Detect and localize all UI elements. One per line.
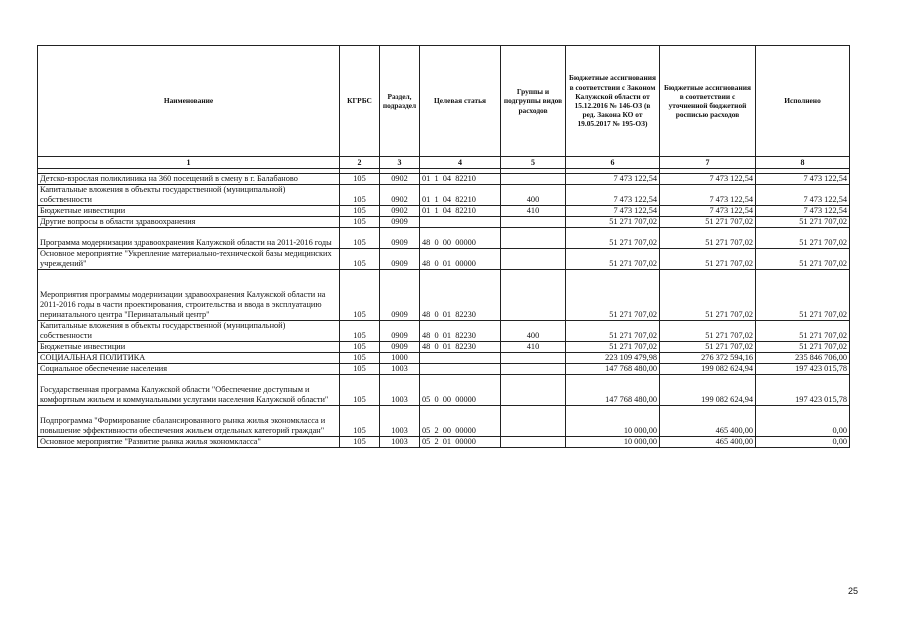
row-kgrbs: 105 bbox=[340, 270, 380, 321]
row-kgrbs: 105 bbox=[340, 228, 380, 249]
row-refined: 51 271 707,02 bbox=[660, 228, 756, 249]
column-number: 4 bbox=[420, 157, 501, 169]
table-row bbox=[38, 321, 850, 342]
table-row bbox=[38, 437, 850, 448]
row-target: 01 1 04 82210 bbox=[420, 174, 501, 185]
row-executed: 51 271 707,02 bbox=[756, 249, 850, 270]
column-number-row bbox=[38, 157, 850, 169]
row-assigned: 10 000,00 bbox=[566, 406, 660, 437]
row-assigned: 51 271 707,02 bbox=[566, 342, 660, 353]
row-section: 0909 bbox=[380, 228, 420, 249]
row-executed: 51 271 707,02 bbox=[756, 228, 850, 249]
row-name: СОЦИАЛЬНАЯ ПОЛИТИКА bbox=[38, 353, 340, 364]
row-kgrbs: 105 bbox=[340, 185, 380, 206]
row-name: Программа модернизации здравоохранения Калужской области на 2011-2016 годы bbox=[38, 228, 340, 249]
row-target bbox=[420, 353, 501, 364]
row-executed: 7 473 122,54 bbox=[756, 206, 850, 217]
row-section: 1000 bbox=[380, 353, 420, 364]
table-row bbox=[38, 249, 850, 270]
row-executed: 51 271 707,02 bbox=[756, 342, 850, 353]
row-assigned: 51 271 707,02 bbox=[566, 228, 660, 249]
row-executed: 51 271 707,02 bbox=[756, 321, 850, 342]
column-number: 7 bbox=[660, 157, 756, 169]
row-section: 0909 bbox=[380, 217, 420, 228]
row-group bbox=[501, 217, 566, 228]
row-target: 05 0 00 00000 bbox=[420, 375, 501, 406]
row-group bbox=[501, 437, 566, 448]
row-section: 0902 bbox=[380, 174, 420, 185]
row-section: 0909 bbox=[380, 342, 420, 353]
row-name: Основное мероприятие "Развитие рынка жилья экономкласса" bbox=[38, 437, 340, 448]
table-row bbox=[38, 174, 850, 185]
row-section: 1003 bbox=[380, 437, 420, 448]
header-section: Раздел, подраздел bbox=[380, 46, 420, 157]
row-section: 0902 bbox=[380, 185, 420, 206]
row-target: 48 0 01 82230 bbox=[420, 342, 501, 353]
row-kgrbs: 105 bbox=[340, 321, 380, 342]
row-refined: 51 271 707,02 bbox=[660, 342, 756, 353]
row-assigned: 223 109 479,98 bbox=[566, 353, 660, 364]
row-target: 48 0 01 00000 bbox=[420, 249, 501, 270]
row-refined: 51 271 707,02 bbox=[660, 270, 756, 321]
row-group bbox=[501, 375, 566, 406]
row-kgrbs: 105 bbox=[340, 375, 380, 406]
row-kgrbs: 105 bbox=[340, 249, 380, 270]
row-refined: 7 473 122,54 bbox=[660, 185, 756, 206]
column-number: 5 bbox=[501, 157, 566, 169]
row-assigned: 147 768 480,00 bbox=[566, 375, 660, 406]
row-executed: 197 423 015,78 bbox=[756, 364, 850, 375]
row-group bbox=[501, 174, 566, 185]
table-row bbox=[38, 375, 850, 406]
row-assigned: 7 473 122,54 bbox=[566, 174, 660, 185]
row-section: 0909 bbox=[380, 270, 420, 321]
table-row bbox=[38, 185, 850, 206]
row-kgrbs: 105 bbox=[340, 353, 380, 364]
row-kgrbs: 105 bbox=[340, 342, 380, 353]
row-executed: 7 473 122,54 bbox=[756, 174, 850, 185]
header-name: Наименование bbox=[38, 46, 340, 157]
row-target: 05 2 01 00000 bbox=[420, 437, 501, 448]
row-kgrbs: 105 bbox=[340, 437, 380, 448]
row-target: 05 2 00 00000 bbox=[420, 406, 501, 437]
row-section: 0902 bbox=[380, 206, 420, 217]
row-name: Бюджетные инвестиции bbox=[38, 206, 340, 217]
header-refined: Бюджетные ассигнования в соответствии с уточненной бюджетной росписью расходов bbox=[660, 46, 756, 157]
row-assigned: 7 473 122,54 bbox=[566, 206, 660, 217]
row-refined: 465 400,00 bbox=[660, 406, 756, 437]
row-name: Мероприятия программы модернизации здравоохранения Калужской области на 2011-2016 годы в части проектирования, строительства и ввода в эксплуатацию перинатального центра "Перинатальный центр" bbox=[38, 270, 340, 321]
table-body bbox=[38, 157, 850, 448]
table-row bbox=[38, 270, 850, 321]
column-number: 6 bbox=[566, 157, 660, 169]
table-row bbox=[38, 364, 850, 375]
column-number: 2 bbox=[340, 157, 380, 169]
row-refined: 276 372 594,16 bbox=[660, 353, 756, 364]
header-group: Группы и подгруппы видов расходов bbox=[501, 46, 566, 157]
row-kgrbs: 105 bbox=[340, 206, 380, 217]
row-group bbox=[501, 364, 566, 375]
row-kgrbs: 105 bbox=[340, 174, 380, 185]
column-number: 1 bbox=[38, 157, 340, 169]
row-name: Другие вопросы в области здравоохранения bbox=[38, 217, 340, 228]
row-group bbox=[501, 270, 566, 321]
row-section: 1003 bbox=[380, 364, 420, 375]
column-number: 3 bbox=[380, 157, 420, 169]
row-target: 01 1 04 82210 bbox=[420, 206, 501, 217]
row-refined: 7 473 122,54 bbox=[660, 174, 756, 185]
table-row bbox=[38, 353, 850, 364]
row-kgrbs: 105 bbox=[340, 364, 380, 375]
header-target: Целевая статья bbox=[420, 46, 501, 157]
header-row bbox=[38, 46, 850, 157]
row-group: 400 bbox=[501, 321, 566, 342]
row-target bbox=[420, 364, 501, 375]
row-name: Детско-взрослая поликлиника на 360 посещений в смену в г. Балабаново bbox=[38, 174, 340, 185]
column-number: 8 bbox=[756, 157, 850, 169]
row-refined: 51 271 707,02 bbox=[660, 321, 756, 342]
row-group bbox=[501, 249, 566, 270]
row-name: Подпрограмма "Формирование сбалансированного рынка жилья экономкласса и повышение эффективности обеспечения жильем отдельных категорий граждан" bbox=[38, 406, 340, 437]
row-group bbox=[501, 353, 566, 364]
row-section: 0909 bbox=[380, 321, 420, 342]
table-row bbox=[38, 217, 850, 228]
row-executed: 197 423 015,78 bbox=[756, 375, 850, 406]
row-executed: 235 846 706,00 bbox=[756, 353, 850, 364]
row-assigned: 147 768 480,00 bbox=[566, 364, 660, 375]
row-section: 1003 bbox=[380, 406, 420, 437]
row-section: 1003 bbox=[380, 375, 420, 406]
row-executed: 0,00 bbox=[756, 437, 850, 448]
row-kgrbs: 105 bbox=[340, 406, 380, 437]
row-group bbox=[501, 228, 566, 249]
row-kgrbs: 105 bbox=[340, 217, 380, 228]
row-refined: 51 271 707,02 bbox=[660, 249, 756, 270]
row-assigned: 51 271 707,02 bbox=[566, 321, 660, 342]
row-assigned: 10 000,00 bbox=[566, 437, 660, 448]
row-target: 01 1 04 82210 bbox=[420, 185, 501, 206]
row-target bbox=[420, 217, 501, 228]
row-refined: 199 082 624,94 bbox=[660, 375, 756, 406]
row-target: 48 0 01 82230 bbox=[420, 270, 501, 321]
row-refined: 51 271 707,02 bbox=[660, 217, 756, 228]
row-group bbox=[501, 406, 566, 437]
row-target: 48 0 00 00000 bbox=[420, 228, 501, 249]
row-assigned: 51 271 707,02 bbox=[566, 217, 660, 228]
header-assigned: Бюджетные ассигнования в соответствии с Законом Калужской области от 15.12.2016 № 146-ОЗ (в ред. Закона КО от 19.05.2017 № 195-ОЗ) bbox=[566, 46, 660, 157]
row-refined: 7 473 122,54 bbox=[660, 206, 756, 217]
row-name: Бюджетные инвестиции bbox=[38, 342, 340, 353]
table-row bbox=[38, 206, 850, 217]
table-row bbox=[38, 406, 850, 437]
row-name: Социальное обеспечение населения bbox=[38, 364, 340, 375]
table-row bbox=[38, 228, 850, 249]
row-group: 400 bbox=[501, 185, 566, 206]
header-kgrbs: КГРБС bbox=[340, 46, 380, 157]
row-executed: 51 271 707,02 bbox=[756, 270, 850, 321]
row-refined: 199 082 624,94 bbox=[660, 364, 756, 375]
row-name: Капитальные вложения в объекты государственной (муниципальной) собственности bbox=[38, 185, 340, 206]
row-name: Основное мероприятие "Укрепление материально-технической базы медицинских учреждений" bbox=[38, 249, 340, 270]
row-assigned: 51 271 707,02 bbox=[566, 270, 660, 321]
row-name: Капитальные вложения в объекты государственной (муниципальной) собственности bbox=[38, 321, 340, 342]
table-row bbox=[38, 342, 850, 353]
row-group: 410 bbox=[501, 206, 566, 217]
row-refined: 465 400,00 bbox=[660, 437, 756, 448]
row-assigned: 51 271 707,02 bbox=[566, 249, 660, 270]
row-section: 0909 bbox=[380, 249, 420, 270]
page-number: 25 bbox=[848, 586, 859, 596]
row-name: Государственная программа Калужской области "Обеспечение доступным и комфортным жильем и коммунальными услугами населения Калужской области" bbox=[38, 375, 340, 406]
budget-table bbox=[37, 45, 850, 448]
row-executed: 0,00 bbox=[756, 406, 850, 437]
header-executed: Исполнено bbox=[756, 46, 850, 157]
row-group: 410 bbox=[501, 342, 566, 353]
row-assigned: 7 473 122,54 bbox=[566, 185, 660, 206]
row-executed: 51 271 707,02 bbox=[756, 217, 850, 228]
row-executed: 7 473 122,54 bbox=[756, 185, 850, 206]
row-target: 48 0 01 82230 bbox=[420, 321, 501, 342]
